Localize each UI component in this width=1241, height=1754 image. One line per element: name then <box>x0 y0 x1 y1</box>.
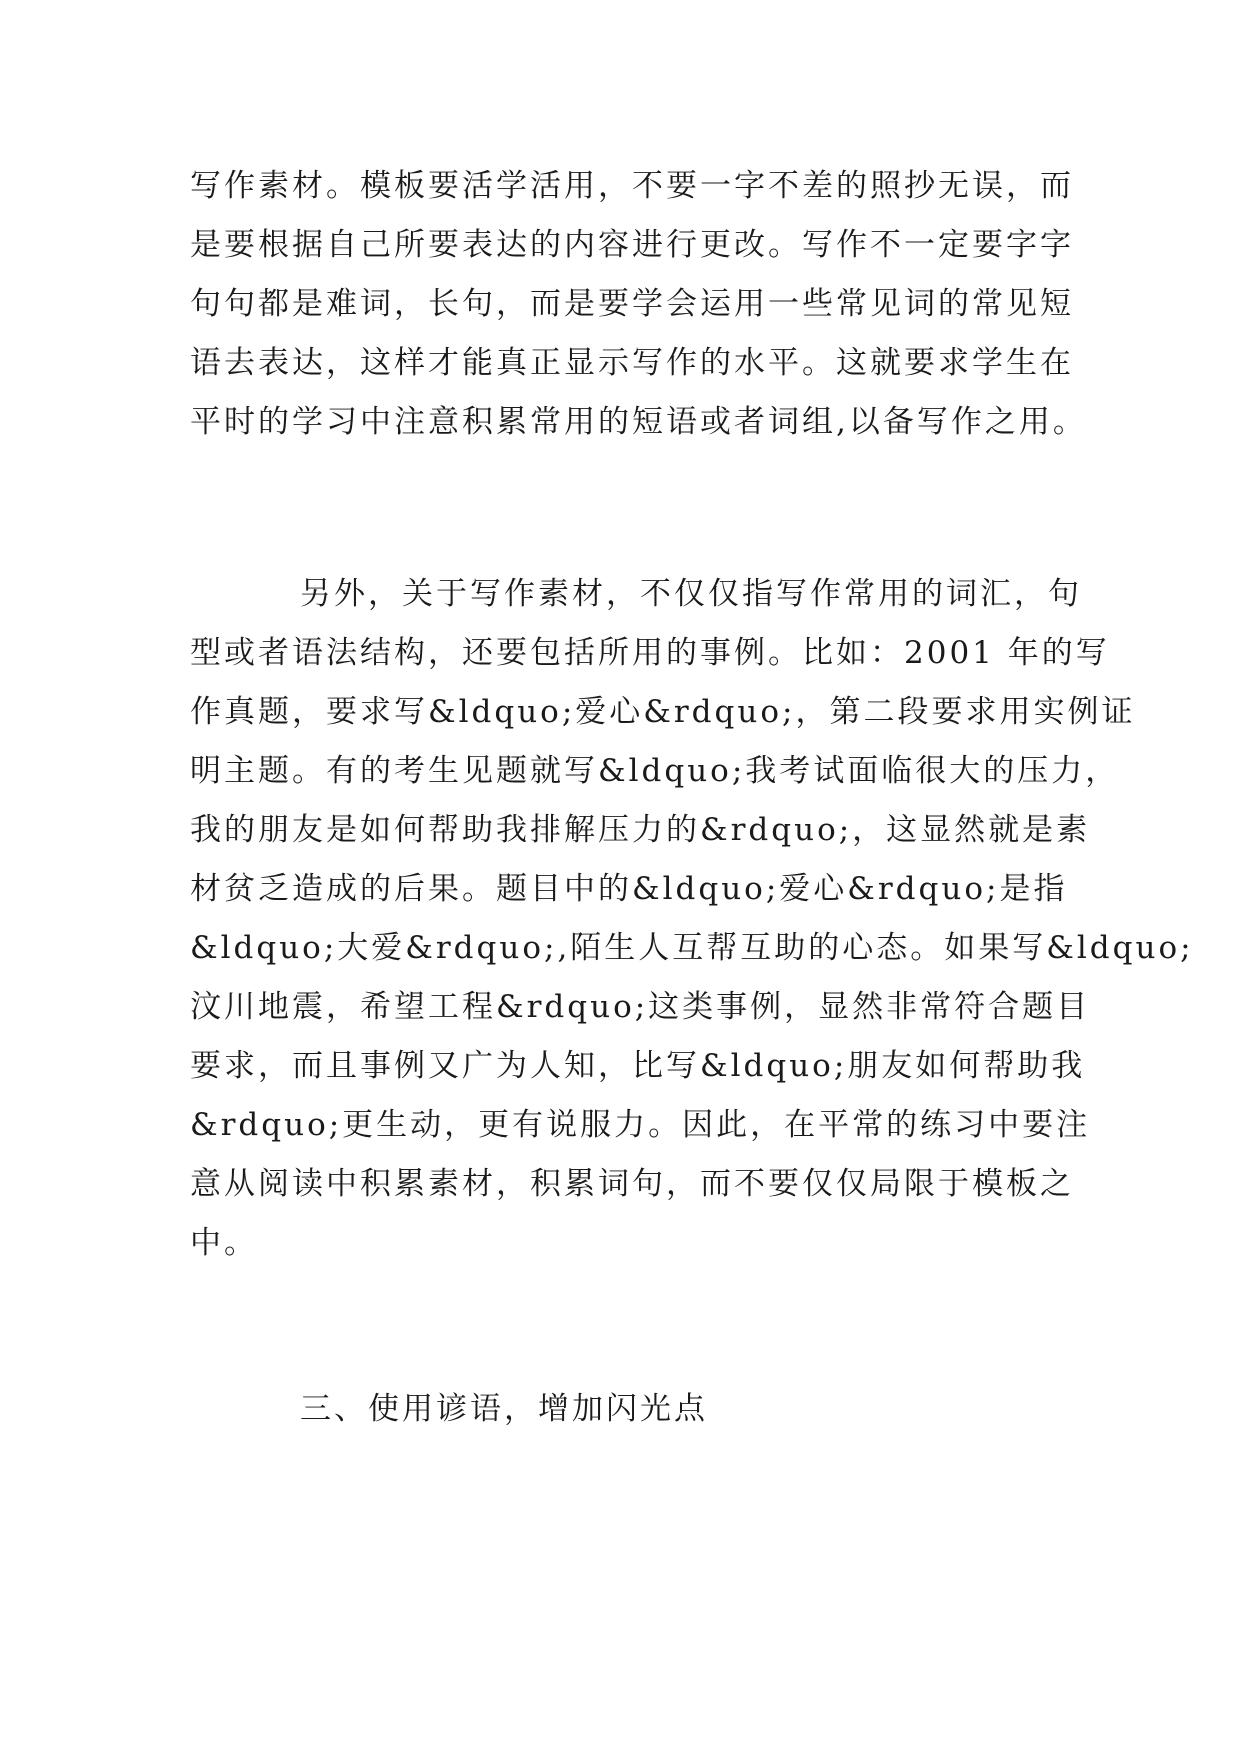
paragraph-line: 材贫乏造成的后果。题目中的&ldquo;爱心&rdquo;是指 <box>190 871 1068 907</box>
paragraph-line: 要求，而且事例又广为人知，比写&ldquo;朋友如何帮助我 <box>190 1048 1086 1084</box>
paragraph-line: 另外，关于写作素材，不仅仅指写作常用的词汇，句 <box>300 576 1082 612</box>
paragraph-line: 句句都是难词，长句，而是要学会运用一些常见词的常见短 <box>190 286 1074 322</box>
paragraph-line: 我的朋友是如何帮助我排解压力的&rdquo;，这显然就是素 <box>190 812 1091 848</box>
paragraph-line: 是要根据自己所要表达的内容进行更改。写作不一定要字字 <box>190 227 1074 263</box>
paragraph-line: 明主题。有的考生见题就写&ldquo;我考试面临很大的压力， <box>190 753 1120 789</box>
paragraph-line: 汶川地震，希望工程&rdquo;这类事例，显然非常符合题目 <box>190 989 1091 1025</box>
section-heading <box>190 1380 1070 1439</box>
paragraph-line: 写作素材。模板要活学活用，不要一字不差的照抄无误，而 <box>190 168 1074 204</box>
paragraph-line: 型或者语法结构，还要包括所用的事例。比如：2001 年的写 <box>190 635 1110 671</box>
paragraph-line: &ldquo;大爱&rdquo;,陌生人互帮互助的心态。如果写&ldquo; <box>190 930 1194 966</box>
paragraph-line: 意从阅读中积累素材，积累词句，而不要仅仅局限于模板之 <box>190 1166 1074 1202</box>
section-heading-text: 三、使用谚语，增加闪光点 <box>300 1391 708 1427</box>
paragraph-line: 语去表达，这样才能真正显示写作的水平。这就要求学生在 <box>190 345 1074 381</box>
paragraph-line: 平时的学习中注意积累常用的短语或者词组,以备写作之用。 <box>190 404 1087 440</box>
paragraph-2 <box>190 565 1194 1273</box>
paragraph-line: 中。 <box>190 1225 258 1261</box>
paragraph-1 <box>190 157 1087 452</box>
paragraph-line: 作真题，要求写&ldquo;爱心&rdquo;，第二段要求用实例证 <box>190 694 1136 730</box>
paragraph-line: &rdquo;更生动，更有说服力。因此，在平常的练习中要注 <box>190 1107 1091 1143</box>
